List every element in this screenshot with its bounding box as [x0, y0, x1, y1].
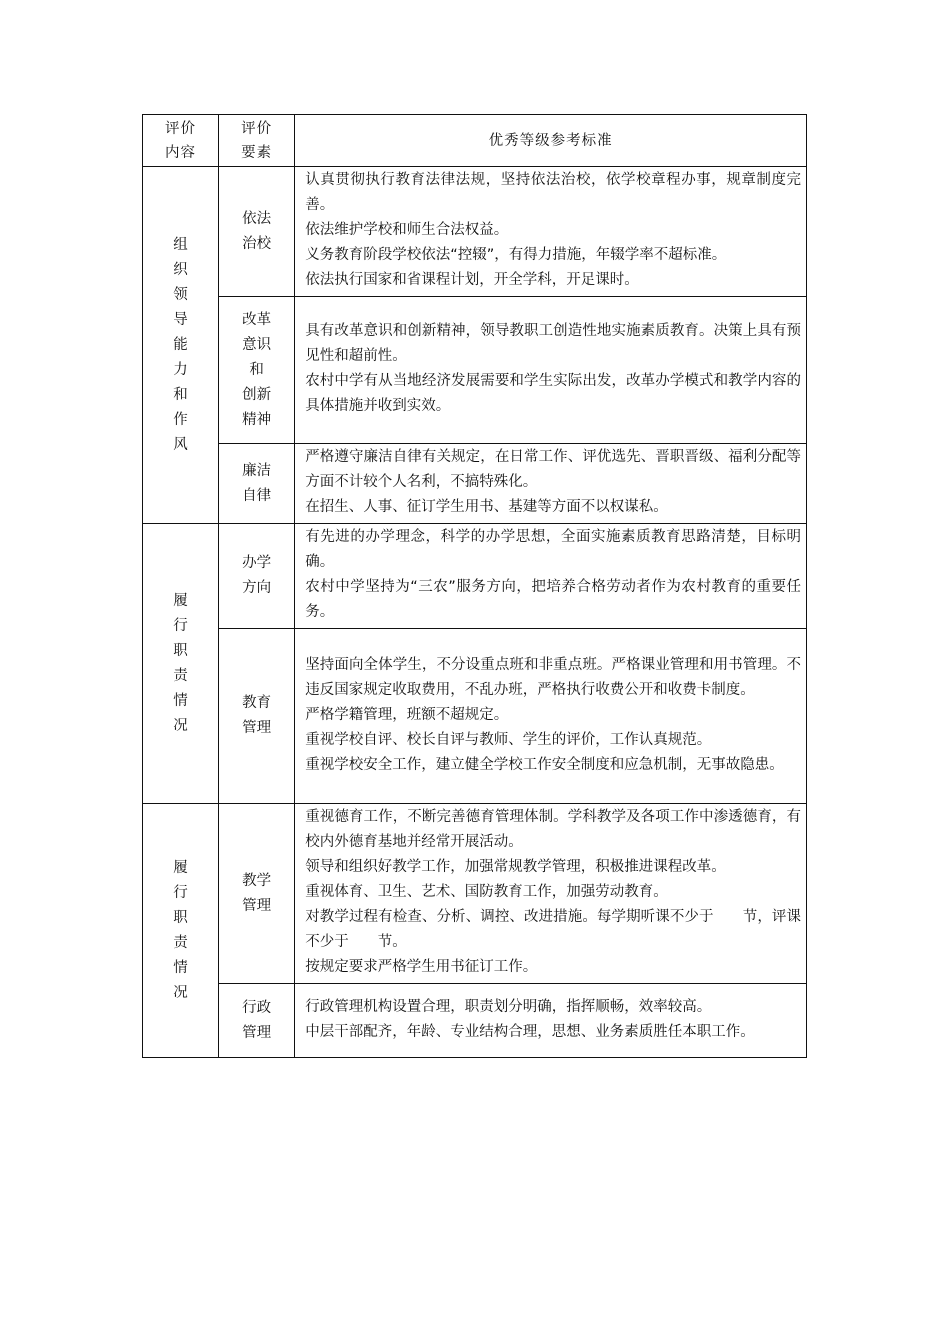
- standard-item: 严格遵守廉洁自律有关规定，在日常工作、评优选先、晋职晋级、福利分配等方面不计较个人名利，不搞特殊化。: [305, 449, 801, 490]
- element-line: 管理: [242, 897, 272, 914]
- element-line: 办学: [242, 555, 272, 571]
- element-line: 方向: [242, 580, 272, 596]
- element-cell: [219, 524, 295, 629]
- standard-item: 严格学籍管理，班额不超规定。: [305, 706, 509, 723]
- standard-item: 义务教育阶段学校依法“控辍”，有得力措施，年辍学率不超标准。: [305, 247, 727, 263]
- category-cell: [143, 804, 219, 1058]
- table-row: [143, 804, 807, 984]
- table-row: [143, 297, 807, 444]
- element-line: 管理: [242, 720, 272, 736]
- element-line: 管理: [242, 1024, 272, 1041]
- element-cell: [219, 984, 295, 1058]
- element-line: 教学: [242, 872, 272, 889]
- header-evaluation-content: [143, 115, 219, 167]
- standard-cell: [295, 524, 807, 629]
- element-cell: [219, 804, 295, 984]
- category-label: 组织领导能力和作风: [173, 236, 188, 453]
- element-line: 治校: [242, 235, 272, 252]
- standard-item: 按规定要求严格学生用书征订工作。: [305, 959, 538, 975]
- standard-cell: [295, 629, 807, 804]
- standard-cell: [295, 167, 807, 297]
- standard-item: 具有改革意识和创新精神，领导教职工创造性地实施素质教育。决策上具有预见性和超前性。: [305, 323, 801, 364]
- standard-cell: [295, 804, 807, 984]
- element-line: 改革: [242, 311, 272, 328]
- element-line: 行政: [242, 999, 272, 1016]
- standard-item: 农村中学有从当地经济发展需要和学生实际出发，改革办学模式和教学内容的具体措施并收到实效。: [305, 373, 801, 414]
- table-header-row: [143, 115, 807, 167]
- header-evaluation-element: [219, 115, 295, 167]
- element-cell: [219, 167, 295, 297]
- element-line: 意识: [242, 336, 272, 353]
- standard-cell: [295, 984, 807, 1058]
- category-label: 履行职责情况: [173, 859, 188, 1001]
- element-line: 廉洁: [242, 462, 272, 479]
- element-line: 教育: [242, 695, 272, 711]
- table-row: [143, 444, 807, 524]
- standard-item: 重视德育工作，不断完善德育管理体制。学科教学及各项工作中渗透德育，有校内外德育基地并经常开展活动。: [305, 809, 801, 850]
- table-row: [143, 167, 807, 297]
- element-line: 创新: [242, 386, 272, 403]
- standard-item: 领导和组织好教学工作，加强常规教学管理，积极推进课程改革。: [305, 859, 726, 875]
- category-cell: [143, 524, 219, 804]
- standard-item: 依法执行国家和省课程计划，开全学科，开足课时。: [305, 272, 639, 288]
- standard-item: 依法维护学校和师生合法权益。: [305, 222, 509, 238]
- standard-item: 对教学过程有检查、分析、调控、改进措施。每学期听课不少于 节，评课不少于 节。: [305, 909, 801, 950]
- standard-item: 坚持面向全体学生，不分设重点班和非重点班。严格课业管理和用书管理。不违反国家规定收取费用，不乱办班，严格执行收费公开和收费卡制度。: [305, 656, 801, 698]
- standard-item: 认真贯彻执行教育法律法规，坚持依法治校，依学校章程办事，规章制度完善。: [305, 172, 801, 213]
- element-cell: [219, 297, 295, 444]
- element-line: 依法: [242, 210, 272, 227]
- standard-cell: [295, 444, 807, 524]
- header-excellent-standard: 优秀等级参考标准: [295, 115, 807, 167]
- evaluation-standards-table: [142, 114, 807, 1058]
- element-cell: [219, 444, 295, 524]
- header-content-line: 内容: [165, 144, 197, 161]
- category-label: 履行职责情况: [173, 592, 188, 734]
- table-row: [143, 524, 807, 629]
- header-content-line: 评价: [165, 120, 197, 137]
- standard-cell: [295, 297, 807, 444]
- standard-item: 行政管理机构设置合理，职责划分明确，指挥顺畅，效率较高。: [305, 998, 712, 1015]
- element-cell: [219, 629, 295, 804]
- header-element-line: 评价: [241, 120, 273, 137]
- standard-item: 重视体育、卫生、艺术、国防教育工作，加强劳动教育。: [305, 884, 668, 900]
- standard-item: 有先进的办学理念，科学的办学思想，全面实施素质教育思路清楚，目标明确。: [305, 529, 801, 570]
- header-element-line: 要素: [241, 144, 273, 161]
- table-row: [143, 629, 807, 804]
- standard-item: 重视学校自评、校长自评与教师、学生的评价，工作认真规范。: [305, 731, 712, 748]
- standard-item: 在招生、人事、征订学生用书、基建等方面不以权谋私。: [305, 499, 668, 515]
- element-line: 自律: [242, 487, 272, 504]
- element-line: 和: [249, 361, 264, 378]
- element-line: 精神: [242, 411, 272, 428]
- table-row: [143, 984, 807, 1058]
- category-cell: [143, 167, 219, 524]
- standard-item: 农村中学坚持为“三农”服务方向，把培养合格劳动者作为农村教育的重要任务。: [305, 579, 801, 620]
- standard-item: 中层干部配齐，年龄、专业结构合理，思想、业务素质胜任本职工作。: [305, 1023, 755, 1040]
- standard-item: 重视学校安全工作，建立健全学校工作安全制度和应急机制，无事故隐患。: [305, 756, 784, 773]
